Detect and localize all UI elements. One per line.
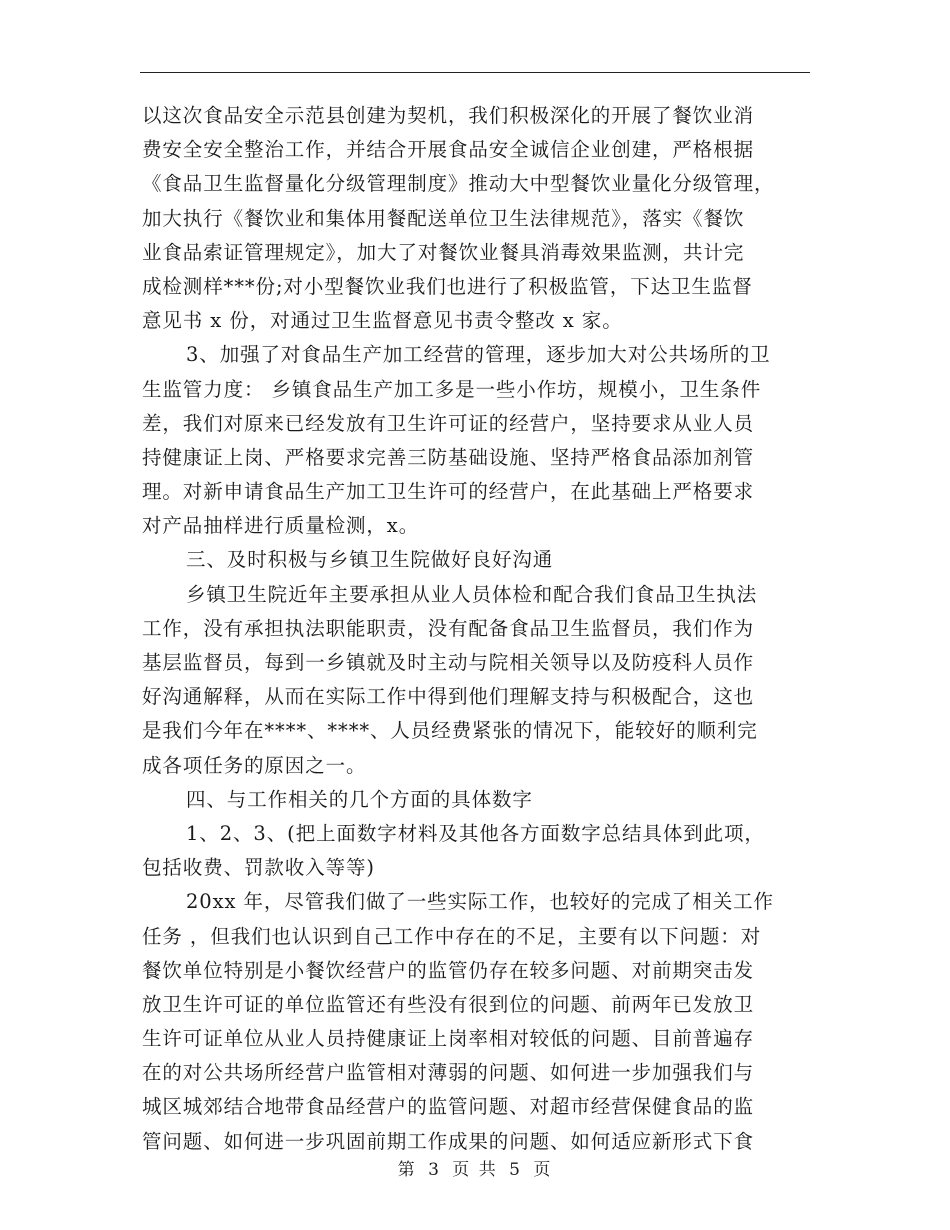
page-footer: [0, 1155, 950, 1180]
document-body: [142, 99, 810, 1159]
text-line: 1、2、3、(把上面数字材料及其他各方面数字总结具体到此项，: [186, 821, 765, 845]
text-line: 业食品索证管理规定》，加大了对餐饮业餐具消毒效果监测，共计完: [142, 240, 745, 264]
footer-suffix: 页: [533, 1160, 553, 1180]
text-line: 对产品抽样进行质量检测，x。: [142, 514, 420, 538]
text-line: 20xx 年，尽管我们做了一些实际工作，也较好的完成了相关工作: [186, 890, 774, 914]
text-line: 城区城郊结合地带食品经营户的监管问题、对超市经营保健食品的监: [142, 1095, 755, 1119]
footer-middle: 页 共: [452, 1160, 498, 1180]
text-line: 餐饮单位特别是小餐饮经营户的监管仍存在较多问题、对前期突击发: [142, 958, 755, 982]
text-line: 任务 ，但我们也认识到自己工作中存在的不足，主要有以下问题：对: [142, 924, 762, 948]
footer-total-pages: 5: [509, 1160, 522, 1180]
text-line: 基层监督员，每到一乡镇就及时主动与院相关领导以及防疫科人员作: [142, 651, 755, 674]
text-line: 意见书 x 份，对通过卫生监督意见书责令整改 x 家。: [142, 309, 623, 333]
footer-page-number: 3: [428, 1160, 441, 1180]
text-line: 持健康证上岗、严格要求完善三防基础设施、坚持严格食品添加剂管: [142, 445, 755, 469]
text-line: 在的对公共场所经营户监管相对薄弱的问题、如何进一步加强我们与: [142, 1061, 755, 1085]
text-line: 管问题、如何进一步巩固前期工作成果的问题、如何适应新形式下食: [142, 1129, 755, 1153]
text-line: 是我们今年在****、****、人员经费紧张的情况下，能较好的顺利完: [142, 719, 758, 743]
text-line: 工作，没有承担执法职能职责，没有配备食品卫生监督员，我们作为: [142, 616, 755, 640]
text-line: 差，我们对原来已经发放有卫生许可证的经营户，坚持要求从业人员: [142, 411, 755, 435]
text-line: 四、与工作相关的几个方面的具体数字: [186, 787, 533, 811]
text-line: 包括收费、罚款收入等等): [142, 856, 375, 880]
text-line: 加大执行《餐饮业和集体用餐配送单位卫生法律规范》，落实《餐饮: [142, 206, 745, 230]
text-line: 理。对新申请食品生产加工卫生许可的经营户，在此基础上严格要求: [142, 480, 755, 504]
text-line: 生监管力度： 乡镇食品生产加工多是一些小作坊，规模小，卫生条件: [142, 377, 762, 401]
text-line: 以这次食品安全示范县创建为契机，我们积极深化的开展了餐饮业消: [142, 104, 755, 127]
text-line: 成检测样***份;对小型餐饮业我们也进行了积极监管，下达卫生监督: [142, 274, 753, 298]
text-line: 三、及时积极与乡镇卫生院做好良好沟通: [186, 548, 554, 572]
text-line: 乡镇卫生院近年主要承担从业人员体检和配合我们食品卫生执法: [186, 582, 758, 606]
text-line: 成各项任务的原因之一。: [142, 753, 367, 777]
header-rule: [140, 72, 810, 73]
footer-prefix: 第: [397, 1160, 417, 1180]
text-line: 《食品卫生监督量化分级管理制度》推动大中型餐饮业量化分级管理，: [142, 172, 775, 196]
text-line: 放卫生许可证的单位监管还有些没有很到位的问题、前两年已发放卫: [142, 992, 755, 1016]
text-line: 生许可证单位从业人员持健康证上岗率相对较低的问题、目前普遍存: [142, 1027, 755, 1051]
text-line: 好沟通解释，从而在实际工作中得到他们理解支持与积极配合，这也: [142, 685, 755, 709]
text-line: 费安全安全整治工作，并结合开展食品安全诚信企业创建，严格根据: [142, 138, 755, 162]
text-line: 3、加强了对食品生产加工经营的管理，逐步加大对公共场所的卫: [186, 343, 771, 367]
